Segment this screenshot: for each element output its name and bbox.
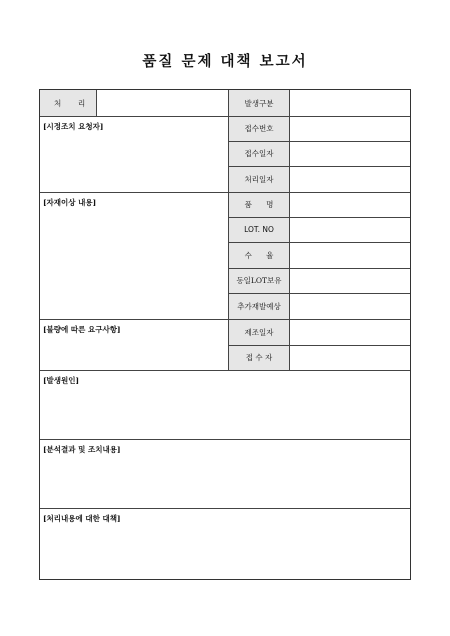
process-date-label: 처리일자 <box>244 174 274 184</box>
grid-line <box>229 345 410 346</box>
grid-line <box>40 508 410 509</box>
grid-line <box>229 141 410 142</box>
countermeasure-heading: [처리내용에 대한 대책] <box>43 514 121 523</box>
receipt-date-field[interactable] <box>290 141 410 166</box>
lot-no-label: LOT. NO <box>244 225 274 234</box>
defect-request-textarea[interactable] <box>40 334 228 369</box>
grid-line <box>40 319 410 320</box>
same-lot-field[interactable] <box>290 268 410 293</box>
process-label-char-1: 처 <box>54 98 62 108</box>
grid-line <box>96 90 97 116</box>
category-field[interactable] <box>290 90 410 116</box>
additional-field[interactable] <box>290 293 410 319</box>
process-label-cell <box>40 90 96 116</box>
analysis-textarea[interactable] <box>40 454 410 507</box>
requester-heading: [시정조치 요청자] <box>43 122 104 131</box>
quantity-label: 수 율 <box>244 250 274 260</box>
receiver-label: 접 수 자 <box>245 353 273 362</box>
quantity-field[interactable] <box>290 242 410 268</box>
receipt-date-label: 접수일자 <box>244 149 274 158</box>
grid-line <box>40 116 410 117</box>
material-issue-heading: [자재이상 내용] <box>43 198 97 207</box>
material-issue-textarea[interactable] <box>40 207 228 318</box>
requester-textarea[interactable] <box>40 131 228 191</box>
page-title: 품질 문제 대책 보고서 <box>142 53 308 70</box>
process-value-field[interactable] <box>97 90 228 116</box>
grid-line <box>228 90 229 370</box>
grid-line <box>229 268 410 269</box>
process-label-char-2: 리 <box>78 98 86 108</box>
product-name-field[interactable] <box>290 192 410 217</box>
report-form <box>39 89 411 580</box>
same-lot-label: 동일LOT보유 <box>236 276 282 285</box>
receiver-field[interactable] <box>290 345 410 370</box>
product-name-label: 품 명 <box>244 200 274 209</box>
mfg-date-field[interactable] <box>290 319 410 345</box>
receipt-no-label: 접수번호 <box>244 124 274 133</box>
analysis-heading: [분석결과 및 조치내용] <box>43 445 121 454</box>
countermeasure-textarea[interactable] <box>40 523 410 579</box>
category-label: 발생구분 <box>244 98 274 108</box>
grid-line <box>229 166 410 167</box>
grid-line <box>289 90 290 370</box>
grid-line <box>40 439 410 440</box>
additional-label: 추가재발예상 <box>237 301 281 311</box>
cause-heading: [발생원인] <box>43 376 80 385</box>
receipt-no-field[interactable] <box>290 116 410 141</box>
grid-line <box>229 242 410 243</box>
mfg-date-label: 제조일자 <box>244 327 274 337</box>
cause-textarea[interactable] <box>40 385 410 438</box>
grid-line <box>40 370 410 371</box>
grid-line <box>229 293 410 294</box>
lot-no-field[interactable] <box>290 217 410 242</box>
grid-line <box>229 217 410 218</box>
process-date-field[interactable] <box>290 166 410 192</box>
defect-request-heading: [불량에 따른 요구사항] <box>43 325 121 334</box>
grid-line <box>40 192 410 193</box>
